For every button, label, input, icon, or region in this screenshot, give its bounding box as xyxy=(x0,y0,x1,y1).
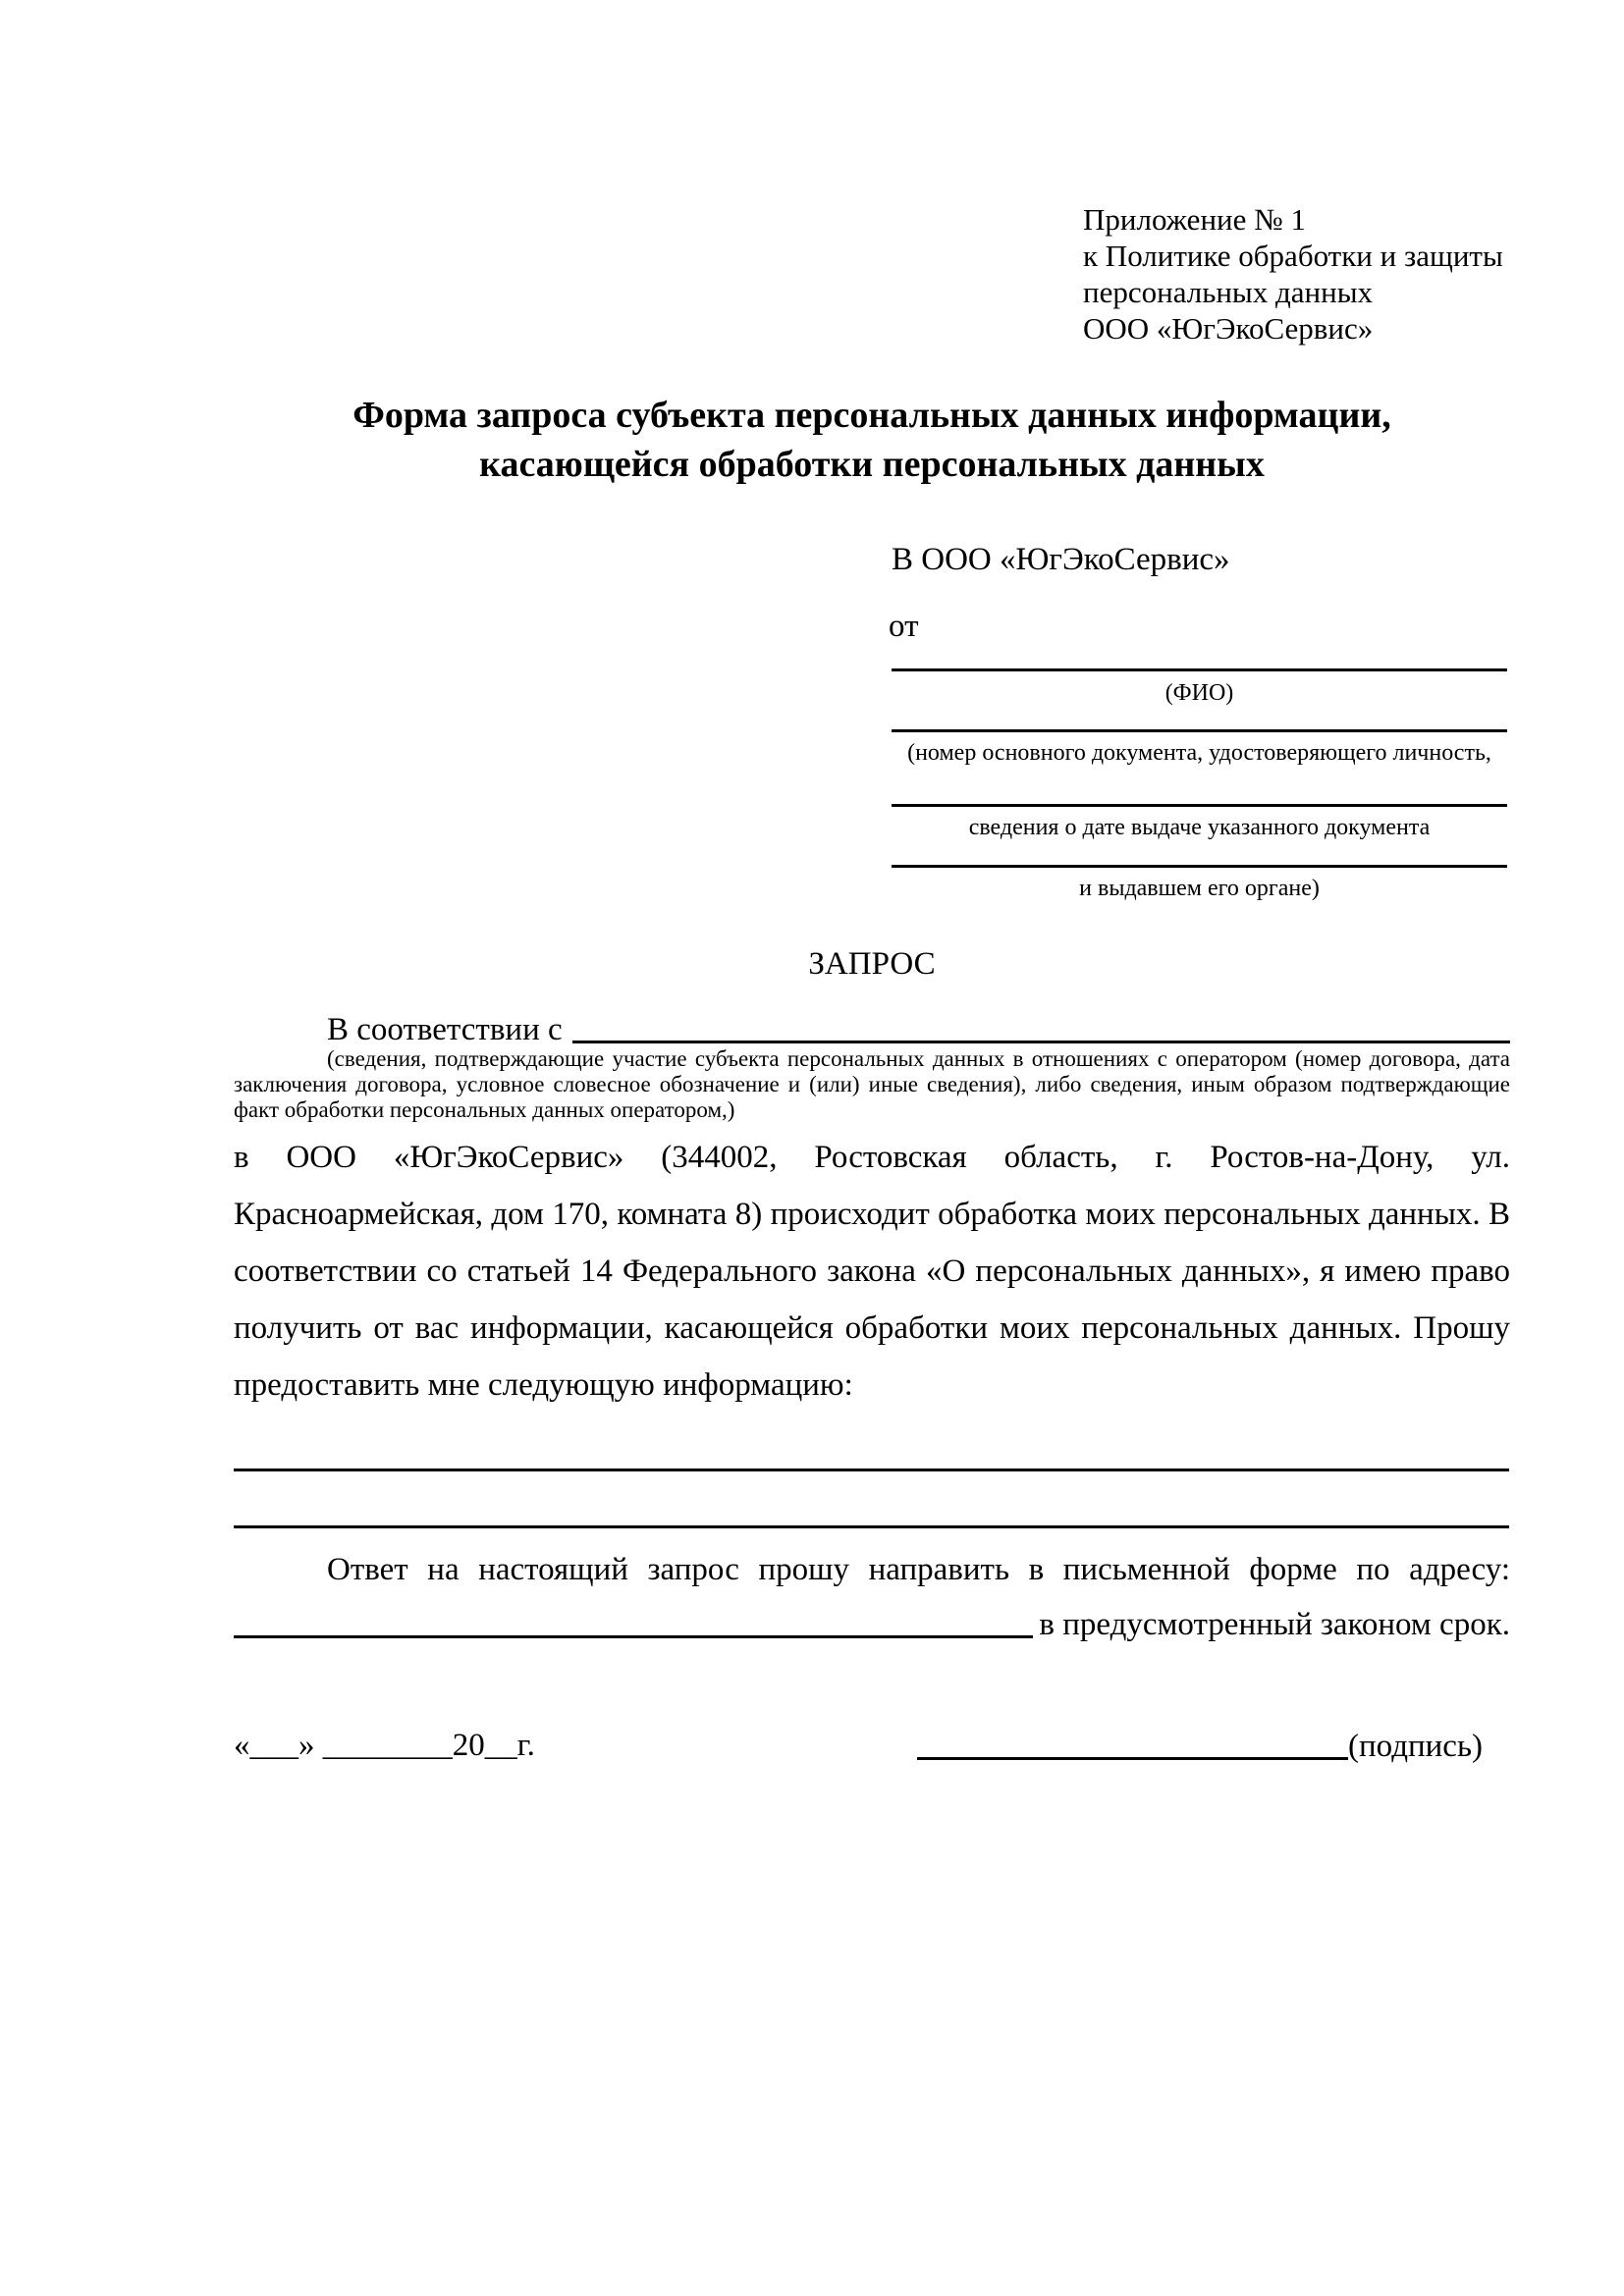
answer-address-sentence: Ответ на настоящий запрос прошу направить в письменной форме по адресу: xyxy=(327,1552,1510,1587)
signature-block xyxy=(917,1720,1483,1765)
addressee-from-label: от xyxy=(889,609,919,644)
basis-footnote: (сведения, подтверждающие участие субъекта персональных данных в отношениях с оператором (номер договора, дата заключения договора, условное словесное обозначение и (или) иные сведения), либо сведения, иным образом подтверждающие факт обработки персональных данных оператором,) xyxy=(234,1046,1510,1122)
address-blank-line xyxy=(234,1635,1033,1638)
doc-number-blank-line xyxy=(892,729,1507,732)
issuing-authority-blank-line xyxy=(892,865,1507,868)
date-placeholder: «___» ________20__г. xyxy=(234,1728,535,1763)
request-heading: ЗАПРОС xyxy=(808,946,936,982)
answer-address-line xyxy=(234,1598,1510,1643)
signature-blank-line xyxy=(917,1757,1348,1760)
document-title-line1: Форма запроса субъекта персональных данных информации, xyxy=(352,395,1391,436)
issue-date-caption: сведения о дате выдаче указанного документа xyxy=(968,815,1431,840)
info-blank-line-2 xyxy=(234,1525,1509,1528)
issuing-authority-caption: и выдавшем его органе) xyxy=(1079,876,1320,901)
document-title xyxy=(234,391,1510,489)
appendix-line: Приложение № 1 xyxy=(1083,202,1306,237)
answer-suffix: в предусмотренный законом срок. xyxy=(1039,1607,1510,1642)
fio-caption: (ФИО) xyxy=(1164,680,1234,706)
basis-line xyxy=(327,1003,1510,1048)
basis-blank-line xyxy=(572,1041,1510,1043)
appendix-line: к Политике обработки и защиты xyxy=(1083,239,1503,273)
issue-date-blank-line xyxy=(892,804,1507,807)
doc-number-caption: (номер основного документа, удостоверяющего личность, xyxy=(907,740,1491,766)
appendix-note xyxy=(1083,201,1503,347)
document-title-line2: касающейся обработки персональных данных xyxy=(479,444,1265,485)
info-blank-line-1 xyxy=(234,1468,1509,1471)
appendix-line: персональных данных xyxy=(1083,275,1374,309)
request-body-paragraph: в ООО «ЮгЭкоСервис» (344002, Ростовская область, г. Ростов-на-Дону, ул. Красноармейская, дом 170, комната 8) происходит обработка моих персональных данных. В соответствии со статьей 14 Федерального закона «О персональных данных», я имею право получить от вас информации, касающейся обработки моих персональных данных. Прошу предоставить мне следующую информацию: xyxy=(234,1140,1510,1403)
signature-caption: (подпись) xyxy=(1348,1729,1483,1764)
addressee-to: В ООО «ЮгЭкоСервис» xyxy=(892,542,1230,577)
fio-blank-line xyxy=(892,668,1507,671)
appendix-line: ООО «ЮгЭкоСервис» xyxy=(1083,311,1374,346)
basis-prefix: В соответствии с xyxy=(327,1012,563,1047)
